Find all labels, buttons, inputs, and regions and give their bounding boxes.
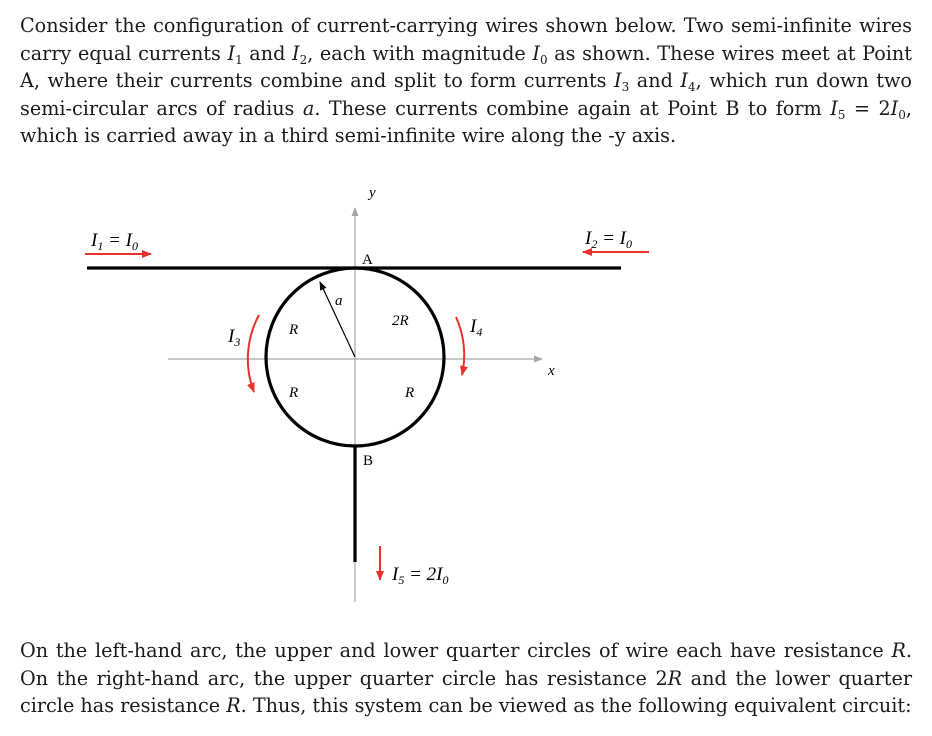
math-var: a — [302, 96, 315, 120]
math-var: I — [890, 96, 899, 120]
x-axis-label: x — [548, 363, 555, 379]
text: . On the right-hand arc, the upper quarter circle has resistance 2 — [20, 639, 912, 690]
math-var: I — [614, 69, 622, 92]
problem-statement-paragraph — [20, 12, 912, 150]
i5-label: $I_5 = 2I_0$ — [392, 564, 449, 587]
math-var: I — [291, 41, 300, 65]
wire-diagram — [0, 170, 932, 620]
math-var: R — [226, 694, 241, 717]
left-upper-resistance-label: R — [289, 322, 299, 338]
text: , which is carried away in a third semi-infinite wire along the -y axis. — [20, 96, 912, 147]
subscript: 2 — [299, 52, 308, 67]
y-axis-label: y — [369, 185, 376, 201]
math-var: I — [830, 96, 838, 120]
wire-configuration-figure — [0, 170, 932, 620]
subscript: 0 — [898, 107, 906, 122]
left-lower-resistance-label: R — [289, 385, 299, 401]
math-var: I — [227, 41, 236, 65]
subscript: 0 — [539, 52, 548, 67]
text: and — [629, 69, 681, 92]
math-var: R — [667, 666, 683, 690]
text: and — [242, 41, 292, 65]
text: as shown. These wires meet at Point A, where their currents combine and split to form currents — [20, 41, 913, 92]
text: = 2 — [845, 96, 891, 120]
text: On the left-hand arc, the upper and lower quarter circles of wire each have resistance — [20, 639, 892, 662]
i3-label: $I_3$ — [228, 326, 241, 349]
text: . Thus, this system can be viewed as the following equivalent circuit: — [240, 694, 912, 717]
text: Consider the configuration of current-carrying wires shown below. Two semi-infinite wires carry equal currents — [20, 14, 912, 65]
subscript: 1 — [235, 52, 243, 67]
text: , each with magnitude — [307, 41, 533, 65]
i1-label: $I_1 = I_0$ — [91, 230, 138, 253]
i3-arrow — [248, 315, 259, 392]
right-upper-resistance-label: 2R — [392, 313, 409, 329]
text: . These currents combine again at Point B to form — [314, 96, 831, 120]
equivalent-circuit-paragraph — [20, 637, 912, 720]
radius-label: a — [335, 293, 343, 309]
right-lower-resistance-label: R — [405, 385, 415, 401]
point-b-label: B — [363, 453, 374, 469]
text: and the lower quarter circle has resistance — [20, 666, 912, 717]
math-var: I — [680, 69, 688, 92]
text: , which run down two semi-circular arcs of radius — [20, 69, 912, 120]
i2-label: $I_2 = I_0$ — [585, 228, 632, 251]
math-var: I — [532, 41, 540, 65]
subscript: 3 — [621, 80, 630, 94]
math-var: R — [891, 639, 906, 662]
point-a-label: A — [362, 252, 373, 268]
subscript: 4 — [687, 80, 696, 94]
i4-label: $I_4$ — [470, 316, 483, 339]
i4-arrow — [456, 317, 464, 375]
subscript: 5 — [837, 107, 846, 122]
